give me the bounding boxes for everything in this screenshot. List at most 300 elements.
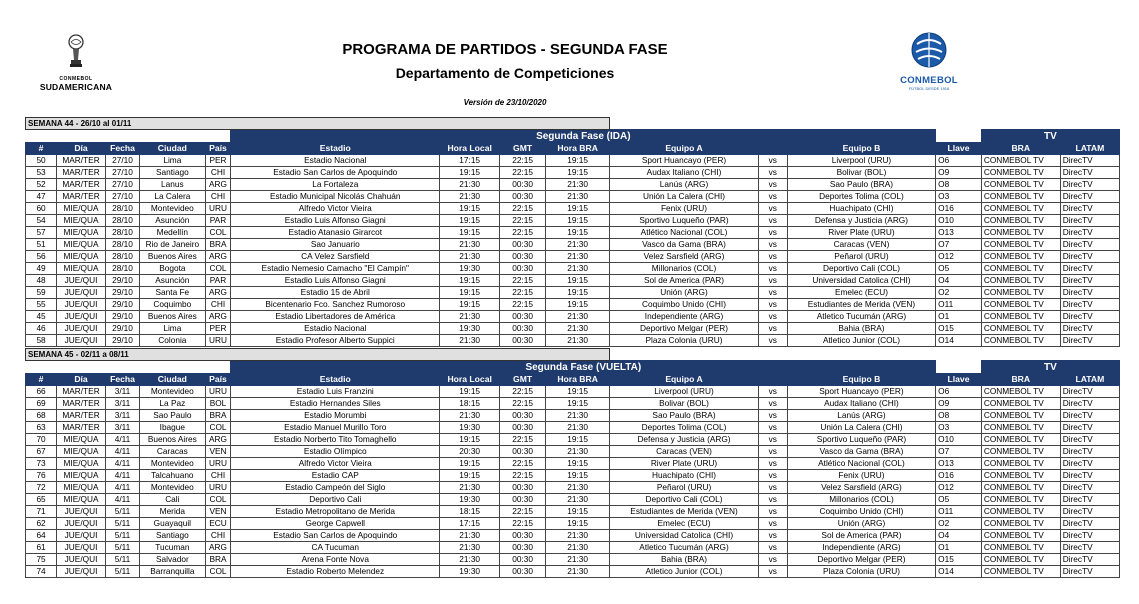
match-number: 66 [26,386,57,398]
match-stadium: Estadio Morumbi [231,410,440,422]
match-stadium: La Fortaleza [231,179,440,191]
match-city: Sao Paulo [140,410,205,422]
tv-latam: DirecTV [1060,518,1119,530]
match-gmt-time: 00:30 [500,239,546,251]
match-day: MAR/TER [57,167,106,179]
bracket-key: O9 [936,167,982,179]
match-number: 74 [26,566,57,578]
match-city: Bogota [140,263,205,275]
match-country: VEN [205,506,231,518]
match-country: ARG [205,179,231,191]
match-number: 65 [26,494,57,506]
bracket-key: O1 [936,311,982,323]
tv-latam: DirecTV [1060,458,1119,470]
match-date: 4/11 [105,470,139,482]
page-title: PROGRAMA DE PARTIDOS - SEGUNDA FASE [342,41,668,58]
match-row [26,167,1120,179]
tv-bra: CONMEBOL TV [981,554,1060,566]
team-b: Sao Paulo (BRA) [787,179,935,191]
phase-title: Segunda Fase (VUELTA) [231,361,936,374]
vs-label: vs [758,518,787,530]
match-date: 28/10 [105,227,139,239]
bracket-key: O12 [936,251,982,263]
tv-bra: CONMEBOL TV [981,335,1060,347]
tv-bra: CONMEBOL TV [981,386,1060,398]
team-a: Deportivo Melgar (PER) [610,323,758,335]
tv-latam: DirecTV [1060,227,1119,239]
match-city: Lima [140,155,205,167]
bracket-key: O9 [936,398,982,410]
vs-label: vs [758,215,787,227]
match-bra-time: 19:15 [545,275,609,287]
match-row [26,191,1120,203]
match-number: 48 [26,275,57,287]
vs-label: vs [758,494,787,506]
match-stadium: Estadio Libertadores de América [231,311,440,323]
match-number: 57 [26,227,57,239]
tv-bra: CONMEBOL TV [981,311,1060,323]
phase-title: Segunda Fase (IDA) [231,130,936,143]
match-bra-time: 19:15 [545,458,609,470]
match-stadium: Estadio Nacional [231,155,440,167]
match-stadium: Alfredo Victor Vieira [231,203,440,215]
match-day: MIE/QUA [57,251,106,263]
match-day: MIE/QUA [57,494,106,506]
vs-label: vs [758,263,787,275]
match-number: 49 [26,263,57,275]
match-country: ARG [205,287,231,299]
bracket-key: O4 [936,530,982,542]
match-stadium: George Capwell [231,518,440,530]
team-b: Emelec (ECU) [787,287,935,299]
match-gmt-time: 00:30 [500,446,546,458]
bracket-key: O6 [936,155,982,167]
vs-label: vs [758,203,787,215]
team-a: Sportivo Luqueño (PAR) [610,215,758,227]
tv-latam: DirecTV [1060,263,1119,275]
match-country: ARG [205,542,231,554]
match-stadium: Estadio San Carlos de Apoquindo [231,530,440,542]
match-date: 4/11 [105,434,139,446]
match-local-time: 19:15 [440,299,500,311]
match-gmt-time: 00:30 [500,323,546,335]
match-country: URU [205,386,231,398]
team-a: Caracas (VEN) [610,446,758,458]
vs-label: vs [758,470,787,482]
match-day: MAR/TER [57,386,106,398]
match-city: Buenos Aires [140,434,205,446]
vs-label: vs [758,251,787,263]
match-local-time: 21:30 [440,482,500,494]
match-city: La Calera [140,191,205,203]
col-stadium-header: Estadio [231,374,440,386]
team-a: Millonarios (COL) [610,263,758,275]
match-number: 72 [26,482,57,494]
match-number: 58 [26,335,57,347]
tv-latam: DirecTV [1060,482,1119,494]
tv-latam: DirecTV [1060,410,1119,422]
tv-latam: DirecTV [1060,323,1119,335]
tv-bra: CONMEBOL TV [981,398,1060,410]
match-bra-time: 21:30 [545,263,609,275]
col-day-header: Día [57,143,106,155]
col-tv-bra-header: BRA [981,374,1060,386]
team-b: Huachipato (CHI) [787,203,935,215]
match-bra-time: 21:30 [545,542,609,554]
tv-latam: DirecTV [1060,470,1119,482]
match-number: 59 [26,287,57,299]
match-stadium: Estadio Olímpico [231,446,440,458]
match-gmt-time: 22:15 [500,275,546,287]
tv-latam: DirecTV [1060,506,1119,518]
match-local-time: 19:15 [440,275,500,287]
col-vs-header [758,143,787,155]
match-date: 29/10 [105,299,139,311]
col-day-header: Día [57,374,106,386]
match-gmt-time: 00:30 [500,566,546,578]
vs-label: vs [758,398,787,410]
match-bra-time: 19:15 [545,167,609,179]
match-bra-time: 21:30 [545,410,609,422]
bracket-key: O15 [936,554,982,566]
vs-label: vs [758,542,787,554]
team-a: Velez Sarsfield (ARG) [610,251,758,263]
match-stadium: Estadio Luis Alfonso Giagni [231,215,440,227]
col-country-header: País [205,143,231,155]
tv-latam: DirecTV [1060,398,1119,410]
match-row [26,203,1120,215]
match-local-time: 18:15 [440,398,500,410]
bracket-key: O5 [936,263,982,275]
vs-label: vs [758,506,787,518]
match-city: Montevideo [140,458,205,470]
football-icon [909,30,949,70]
match-date: 27/10 [105,155,139,167]
match-country: URU [205,335,231,347]
match-city: Rio de Janeiro [140,239,205,251]
match-bra-time: 21:30 [545,566,609,578]
team-a: Bahia (BRA) [610,554,758,566]
col-key-header: Llave [936,374,982,386]
match-bra-time: 19:15 [545,203,609,215]
team-a: Atletico Tucumán (ARG) [610,542,758,554]
match-gmt-time: 22:15 [500,518,546,530]
match-date: 4/11 [105,494,139,506]
match-city: Lanus [140,179,205,191]
match-day: JUE/QUI [57,506,106,518]
match-local-time: 21:30 [440,542,500,554]
match-row [26,227,1120,239]
team-b: Liverpool (URU) [787,155,935,167]
tv-latam: DirecTV [1060,554,1119,566]
tv-bra: CONMEBOL TV [981,518,1060,530]
match-city: Asunción [140,275,205,287]
match-gmt-time: 00:30 [500,263,546,275]
tv-bra: CONMEBOL TV [981,458,1060,470]
match-bra-time: 21:30 [545,554,609,566]
match-day: JUE/QUI [57,566,106,578]
col-team-b-header: Equipo B [787,374,935,386]
match-country: URU [205,458,231,470]
match-day: JUE/QUI [57,335,106,347]
match-row [26,458,1120,470]
team-a: Unión La Calera (CHI) [610,191,758,203]
logo-conmebol-text: CONMEBOL [900,75,958,86]
match-stadium: Deportivo Cali [231,494,440,506]
match-row [26,566,1120,578]
match-stadium: Arena Fonte Nova [231,554,440,566]
col-stadium-header: Estadio [231,143,440,155]
logo-tagline: FÚTBOL DESDE 1916 [908,86,950,91]
col-gmt-header: GMT [500,143,546,155]
match-date: 29/10 [105,275,139,287]
match-gmt-time: 00:30 [500,554,546,566]
match-stadium: Estadio Manuel Murillo Toro [231,422,440,434]
tv-bra: CONMEBOL TV [981,263,1060,275]
bracket-key: O2 [936,518,982,530]
version-label: Versión de 23/10/2020 [463,98,547,107]
team-a: Coquimbo Unido (CHI) [610,299,758,311]
tv-bra: CONMEBOL TV [981,203,1060,215]
tv-latam: DirecTV [1060,239,1119,251]
vs-label: vs [758,386,787,398]
match-row [26,215,1120,227]
match-stadium: Estadio Norberto Tito Tomaghello [231,434,440,446]
col-team-b-header: Equipo B [787,143,935,155]
match-number: 54 [26,215,57,227]
bracket-key: O7 [936,446,982,458]
match-gmt-time: 22:15 [500,287,546,299]
tv-bra: CONMEBOL TV [981,179,1060,191]
vs-label: vs [758,155,787,167]
match-gmt-time: 00:30 [500,422,546,434]
col-date-header: Fecha [105,143,139,155]
match-bra-time: 21:30 [545,482,609,494]
match-date: 29/10 [105,335,139,347]
match-stadium: Estadio Luis Franzini [231,386,440,398]
bracket-key: O5 [936,494,982,506]
match-day: MIE/QUA [57,215,106,227]
match-country: PAR [205,215,231,227]
match-bra-time: 19:15 [545,434,609,446]
match-day: MAR/TER [57,191,106,203]
match-country: URU [205,203,231,215]
tv-latam: DirecTV [1060,566,1119,578]
match-row [26,263,1120,275]
match-day: MAR/TER [57,410,106,422]
match-local-time: 19:15 [440,227,500,239]
col-number-header: # [26,143,57,155]
match-day: JUE/QUI [57,311,106,323]
team-b: Sport Huancayo (PER) [787,386,935,398]
match-number: 70 [26,434,57,446]
match-gmt-time: 00:30 [500,191,546,203]
match-stadium: CA Tucuman [231,542,440,554]
match-date: 5/11 [105,530,139,542]
match-number: 73 [26,458,57,470]
match-city: La Paz [140,398,205,410]
team-a: Unión (ARG) [610,287,758,299]
match-city: Cali [140,494,205,506]
team-b: Independiente (ARG) [787,542,935,554]
match-gmt-time: 00:30 [500,542,546,554]
match-row [26,239,1120,251]
tv-latam: DirecTV [1060,422,1119,434]
tv-bra: CONMEBOL TV [981,434,1060,446]
tv-bra: CONMEBOL TV [981,566,1060,578]
match-stadium: Alfredo Victor Vieira [231,458,440,470]
bracket-key: O16 [936,203,982,215]
match-day: MIE/QUA [57,446,106,458]
team-a: Liverpool (URU) [610,386,758,398]
match-country: ARG [205,311,231,323]
match-row [26,554,1120,566]
bracket-key: O13 [936,458,982,470]
tv-latam: DirecTV [1060,434,1119,446]
match-row [26,251,1120,263]
match-date: 29/10 [105,287,139,299]
tv-bra: CONMEBOL TV [981,542,1060,554]
match-bra-time: 21:30 [545,530,609,542]
match-date: 3/11 [105,398,139,410]
vs-label: vs [758,335,787,347]
match-local-time: 19:15 [440,434,500,446]
match-number: 67 [26,446,57,458]
team-b: Vasco da Gama (BRA) [787,446,935,458]
team-b: Plaza Colonia (URU) [787,566,935,578]
bracket-key: O15 [936,323,982,335]
team-a: River Plate (URU) [610,458,758,470]
match-stadium: Estadio Nacional [231,323,440,335]
match-date: 29/10 [105,311,139,323]
match-bra-time: 21:30 [545,311,609,323]
vs-label: vs [758,239,787,251]
match-date: 3/11 [105,386,139,398]
match-local-time: 19:30 [440,263,500,275]
match-row [26,323,1120,335]
match-bra-time: 21:30 [545,446,609,458]
match-row [26,335,1120,347]
bracket-key: O10 [936,434,982,446]
match-date: 4/11 [105,446,139,458]
team-b: Caracas (VEN) [787,239,935,251]
tv-latam: DirecTV [1060,494,1119,506]
tv-latam: DirecTV [1060,386,1119,398]
match-country: CHI [205,167,231,179]
match-row [26,530,1120,542]
match-country: URU [205,482,231,494]
match-local-time: 18:15 [440,506,500,518]
match-day: MAR/TER [57,179,106,191]
match-number: 56 [26,251,57,263]
tv-latam: DirecTV [1060,530,1119,542]
match-bra-time: 21:30 [545,494,609,506]
match-date: 3/11 [105,422,139,434]
team-b: Universidad Catolica (CHI) [787,275,935,287]
tv-bra: CONMEBOL TV [981,494,1060,506]
match-gmt-time: 22:15 [500,167,546,179]
match-city: Asunción [140,215,205,227]
match-country: CHI [205,299,231,311]
match-bra-time: 19:15 [545,227,609,239]
tv-bra: CONMEBOL TV [981,506,1060,518]
col-team-a-header: Equipo A [610,374,758,386]
col-local-time-header: Hora Local [440,143,500,155]
match-country: PER [205,323,231,335]
match-city: Lima [140,323,205,335]
team-b: Millonarios (COL) [787,494,935,506]
match-stadium: Estadio Municipal Nicolás Chahuán [231,191,440,203]
team-a: Defensa y Justicia (ARG) [610,434,758,446]
tv-latam: DirecTV [1060,167,1119,179]
team-b: Atlético Nacional (COL) [787,458,935,470]
team-b: Defensa y Justicia (ARG) [787,215,935,227]
match-number: 61 [26,542,57,554]
match-date: 4/11 [105,482,139,494]
vs-label: vs [758,275,787,287]
col-local-time-header: Hora Local [440,374,500,386]
match-local-time: 19:30 [440,323,500,335]
match-row [26,506,1120,518]
tv-bra: CONMEBOL TV [981,167,1060,179]
team-b: Unión La Calera (CHI) [787,422,935,434]
vs-label: vs [758,482,787,494]
match-country: CHI [205,470,231,482]
match-local-time: 21:30 [440,335,500,347]
bracket-key: O16 [936,470,982,482]
match-stadium: Estadio Roberto Melendez [231,566,440,578]
match-date: 27/10 [105,179,139,191]
tv-latam: DirecTV [1060,311,1119,323]
bracket-key: O13 [936,227,982,239]
schedule-table-ida [25,117,1120,347]
match-row [26,494,1120,506]
col-number-header: # [26,374,57,386]
tv-latam: DirecTV [1060,155,1119,167]
match-gmt-time: 00:30 [500,482,546,494]
col-bra-time-header: Hora BRA [545,143,609,155]
match-number: 75 [26,554,57,566]
match-row [26,299,1120,311]
match-number: 53 [26,167,57,179]
match-country: ECU [205,518,231,530]
match-local-time: 19:15 [440,167,500,179]
col-team-a-header: Equipo A [610,143,758,155]
team-a: Sao Paulo (BRA) [610,410,758,422]
match-city: Montevideo [140,386,205,398]
match-gmt-time: 22:15 [500,458,546,470]
tv-latam: DirecTV [1060,179,1119,191]
match-local-time: 19:15 [440,203,500,215]
match-city: Medellín [140,227,205,239]
match-local-time: 21:30 [440,239,500,251]
conmebol-logo [893,30,965,91]
col-bra-time-header: Hora BRA [545,374,609,386]
match-day: MIE/QUA [57,434,106,446]
vs-label: vs [758,446,787,458]
bracket-key: O4 [936,275,982,287]
tv-bra: CONMEBOL TV [981,227,1060,239]
match-gmt-time: 00:30 [500,530,546,542]
match-gmt-time: 22:15 [500,155,546,167]
match-date: 4/11 [105,458,139,470]
match-number: 47 [26,191,57,203]
team-a: Universidad Catolica (CHI) [610,530,758,542]
team-a: Sport Huancayo (PER) [610,155,758,167]
match-local-time: 17:15 [440,518,500,530]
match-date: 3/11 [105,410,139,422]
match-local-time: 19:15 [440,215,500,227]
